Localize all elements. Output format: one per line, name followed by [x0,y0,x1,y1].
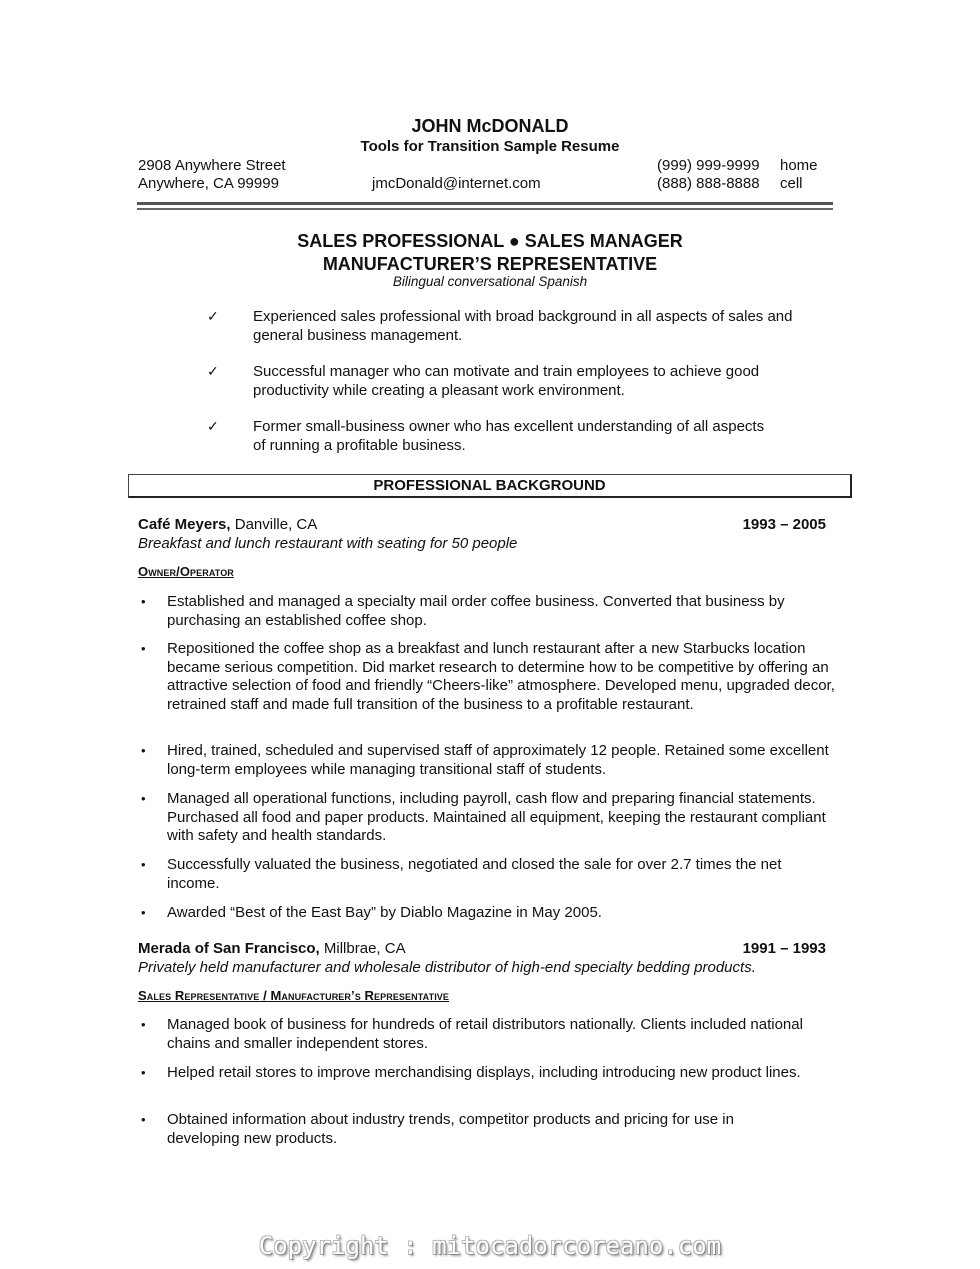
bullet-icon: • [141,857,146,872]
job-bullet: Obtained information about industry trends, competitor products and pricing for use in developing new products. [167,1111,734,1147]
company-name: Merada of San Francisco, [138,940,320,957]
job-bullet: Managed book of business for hundreds of retail distributors nationally. Clients included national chains and smaller independent stores. [167,1016,803,1052]
header-divider-thin [137,208,833,210]
check-icon: ✓ [207,308,219,324]
job-role: Owner/Operator [138,564,234,579]
section-header-professional-background: PROFESSIONAL BACKGROUND [128,474,852,498]
job-bullet: Awarded “Best of the East Bay” by Diablo Magazine in May 2005. [167,904,602,921]
job-bullet: Managed all operational functions, including payroll, cash flow and preparing financial statements. Purchased all food and paper products. Maintained all equipment, keeping the restaurant compliant with safety and health standards. [167,790,826,844]
job-bullet: Helped retail stores to improve merchandising displays, including introducing new product lines. [167,1064,801,1081]
job-role: Sales Representative / Manufacturer’s Representative [138,988,450,1003]
company-description: Privately held manufacturer and wholesale distributor of high-end specialty bedding products. [138,959,756,976]
company-location: Danville, CA [230,516,318,533]
job-dates: 1991 – 1993 [742,940,826,957]
address-line-2: Anywhere, CA 99999 [138,175,279,192]
check-icon: ✓ [207,363,219,379]
job-heading [138,940,406,957]
bullet-icon: • [141,1017,146,1032]
header-divider-thick [137,202,833,205]
resume-subtitle: Tools for Transition Sample Resume [360,138,620,155]
bullet-icon: • [141,1065,146,1080]
job-bullet: Repositioned the coffee shop as a breakfast and lunch restaurant after a new Starbucks location became serious competition. Did market research to determine how to be competitive by offering an attractive selection of food and friendly “Cheers-like” atmosphere. Developed menu, upgraded decor, retrained staff and made full transition of the business to a profitable restaurant. [167,640,835,713]
bullet-icon: • [141,791,146,806]
bullet-icon: • [141,1112,146,1127]
bullet-icon: • [141,641,146,656]
headline-line-2: MANUFACTURER’S REPRESENTATIVE [322,254,658,274]
job-heading [138,516,317,533]
phone-cell: (888) 888-8888 [657,175,760,192]
headline-line-1: SALES PROFESSIONAL ● SALES MANAGER [297,231,683,251]
company-description: Breakfast and lunch restaurant with seating for 50 people [138,535,518,552]
summary-item: Former small-business owner who has excellent understanding of all aspects of running a profitable business. [253,418,765,454]
job-dates: 1993 – 2005 [742,516,826,533]
candidate-name: JOHN McDONALD [411,116,569,136]
phone-home-label: home [780,157,818,174]
headline-tagline: Bilingual conversational Spanish [392,274,588,289]
address-line-1: 2908 Anywhere Street [138,157,286,174]
job-bullet: Hired, trained, scheduled and supervised staff of approximately 12 people. Retained some excellent long-term employees while managing transitional staff of students. [167,742,829,778]
bullet-icon: • [141,905,146,920]
summary-item: Successful manager who can motivate and train employees to achieve good productivity while creating a pleasant work environment. [253,363,760,399]
company-name: Café Meyers, [138,516,231,533]
summary-item: Experienced sales professional with broad background in all aspects of sales and general business management. [253,308,793,344]
copyright-watermark: Copyright : mitocadorcoreano.com [258,1232,722,1260]
email-link[interactable]: jmcDonald@internet.com [372,175,541,192]
bullet-icon: • [141,594,146,609]
company-location: Millbrae, CA [319,940,406,957]
check-icon: ✓ [207,418,219,434]
job-bullet: Established and managed a specialty mail order coffee business. Converted that business by purchasing an established coffee shop. [167,593,785,629]
job-bullet: Successfully valuated the business, negotiated and closed the sale for over 2.7 times the net income. [167,856,782,892]
bullet-icon: • [141,743,146,758]
phone-home: (999) 999-9999 [657,157,760,174]
phone-cell-label: cell [780,175,803,192]
